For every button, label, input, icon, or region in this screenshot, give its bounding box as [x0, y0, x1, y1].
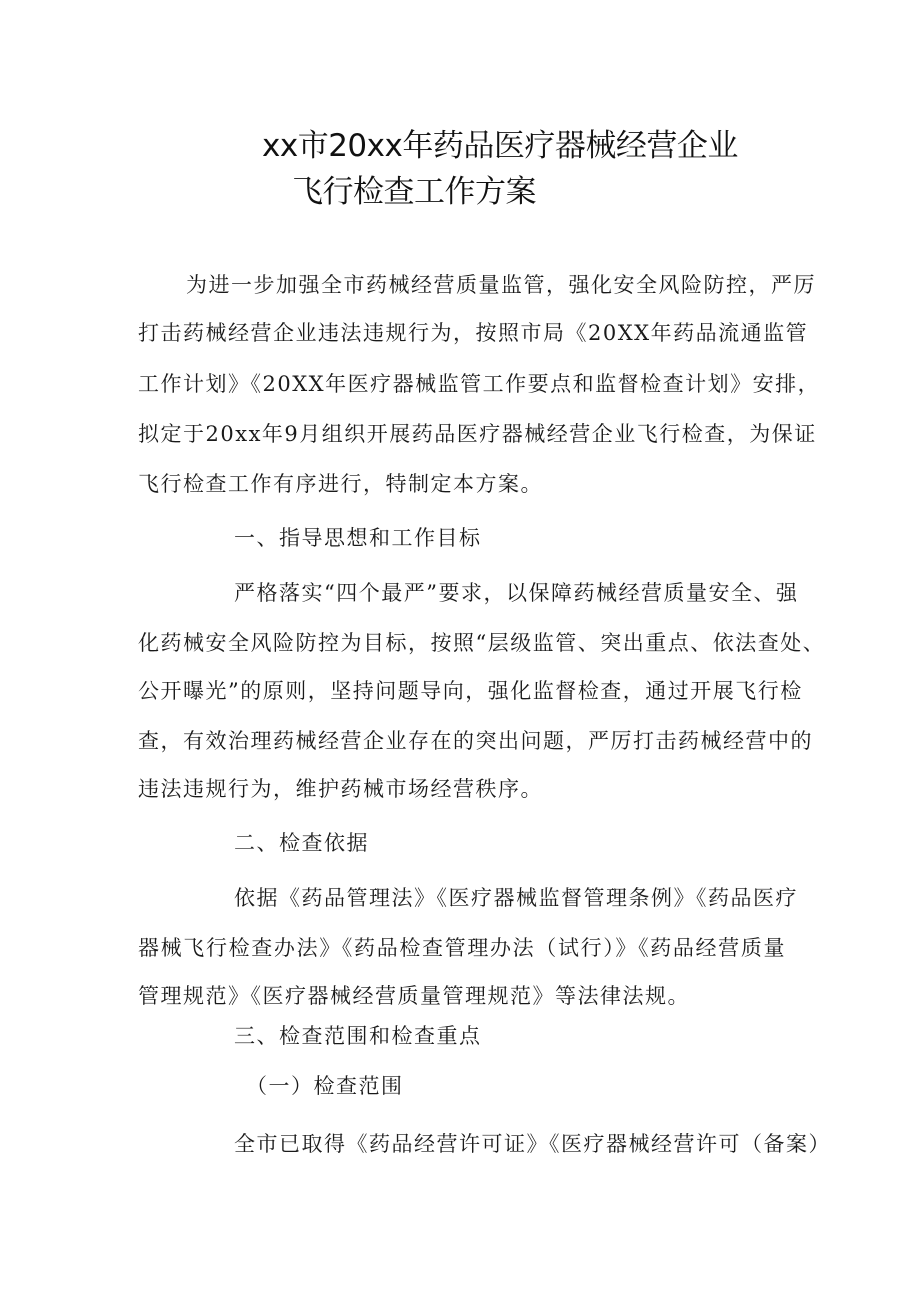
section-3-paragraph-line: 全市已取得《药品经营许可证》《医疗器械经营许可（备案）	[234, 1132, 831, 1156]
intro-paragraph-line: 为进一步加强全市药械经营质量监管，强化安全风险防控，严厉	[186, 273, 816, 297]
section-2-paragraph-line: 管理规范》《医疗器械经营质量管理规范》等法律法规。	[138, 984, 690, 1008]
intro-paragraph-line: 飞行检查工作有序进行，特制定本方案。	[138, 472, 543, 496]
section-2-paragraph-line: 依据《药品管理法》《医疗器械监督管理条例》《药品医疗	[234, 886, 798, 910]
section-heading: 三、检查范围和检查重点	[234, 1024, 482, 1048]
section-1-paragraph-line: 违法违规行为，维护药械市场经营秩序。	[138, 777, 543, 801]
intro-paragraph-line: 拟定于20xx年9月组织开展药品医疗器械经营企业飞行检查，为保证	[138, 422, 817, 446]
document-title-line-2: 飞行检查工作方案	[292, 174, 536, 210]
section-1-paragraph-line: 化药械安全风险防控为目标，按照“层级监管、突出重点、依法查处、	[138, 631, 826, 655]
section-heading: 一、指导思想和工作目标	[234, 526, 482, 550]
section-heading: 二、检查依据	[234, 831, 369, 855]
section-1-paragraph-line: 公开曝光”的原则，坚持问题导向，强化监督检查，通过开展飞行检	[138, 679, 803, 703]
intro-paragraph-line: 工作计划》《20XX年医疗器械监管工作要点和监督检查计划》安排，	[138, 372, 821, 396]
section-2-paragraph-line: 器械飞行检查办法》《药品检查管理办法（试行）》《药品经营质量	[138, 936, 786, 960]
section-1-paragraph-line: 查，有效治理药械经营企业存在的突出问题，严厉打击药械经营中的	[138, 729, 813, 753]
document-title-line-1: xx市20xx年药品医疗器械经营企业	[262, 128, 738, 164]
section-1-paragraph-line: 严格落实“四个最严”要求，以保障药械经营质量安全、强	[234, 581, 799, 605]
section-sub-heading: （一）检查范围	[246, 1074, 404, 1098]
intro-paragraph-line: 打击药械经营企业违法违规行为，按照市局《20XX年药品流通监管	[138, 321, 809, 345]
